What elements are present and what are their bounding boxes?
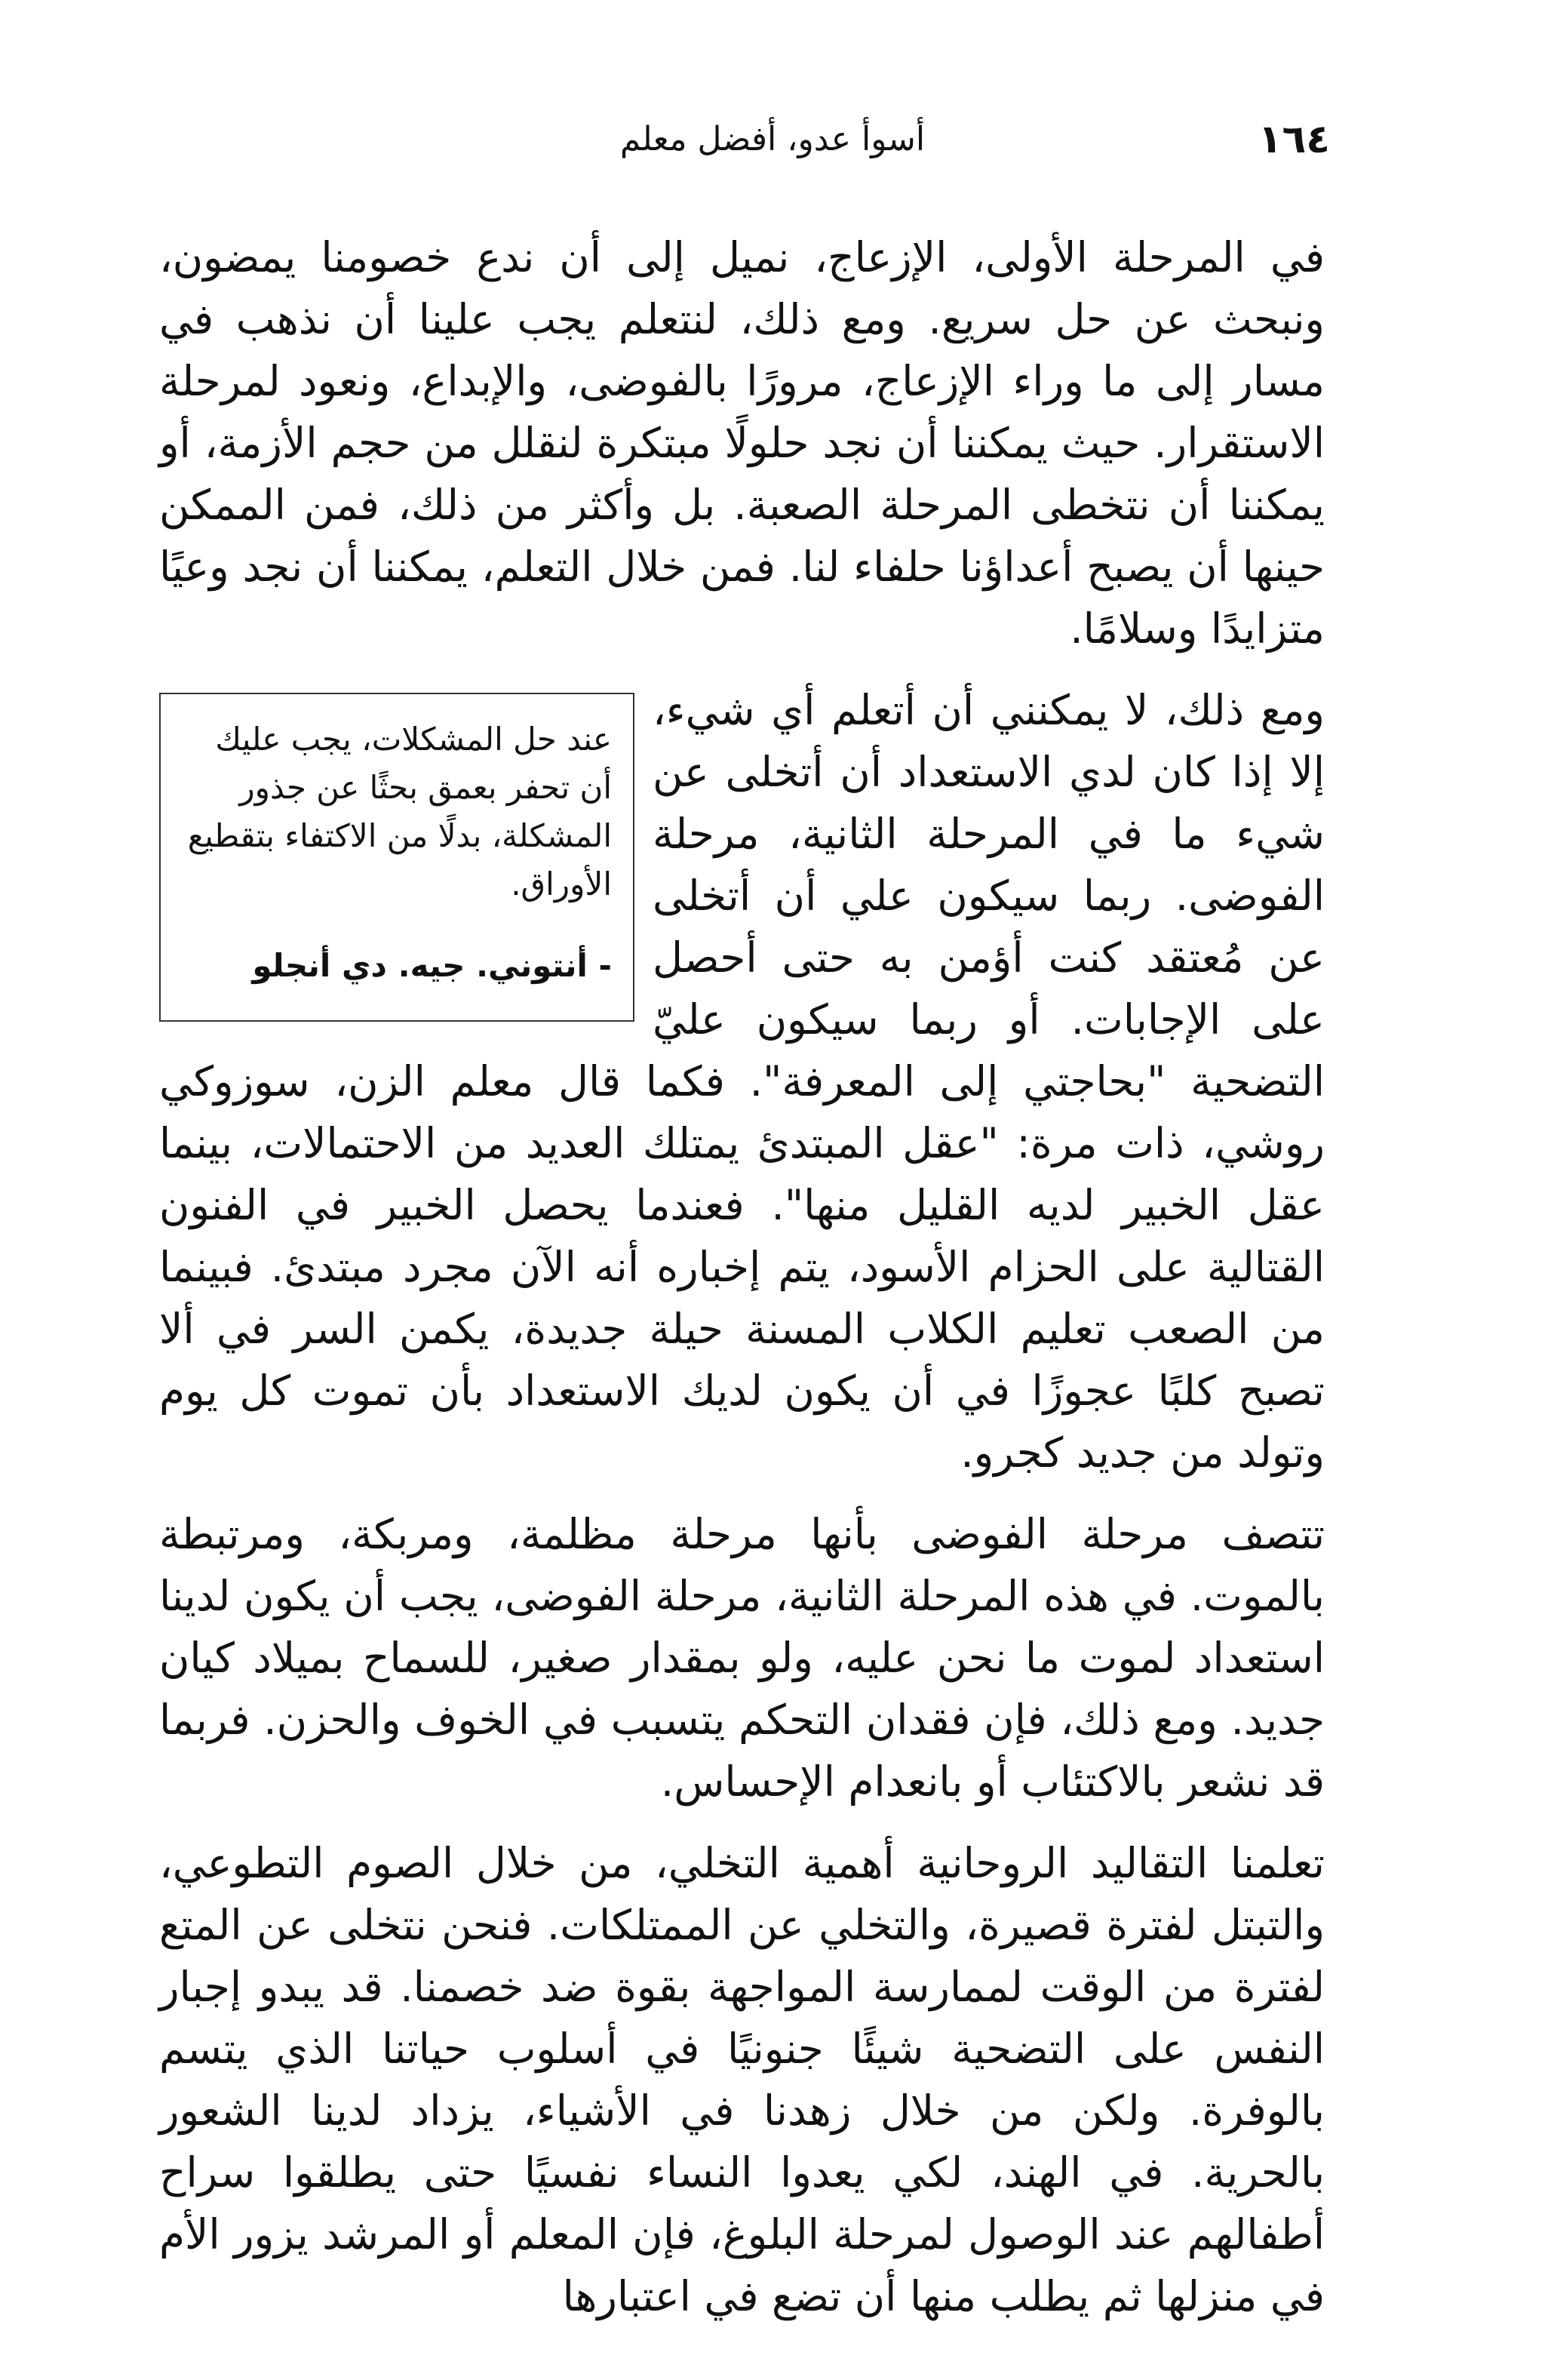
running-title: أسوأ عدو، أفضل معلم bbox=[619, 120, 926, 158]
paragraph-4: تعلمنا التقاليد الروحانية أهمية التخلي، من خلال الصوم التطوعي، والتبتل لفترة قصيرة، والتخلي عن الممتلكات. فنحن نتخلى عن المتع لفترة من الوقت لممارسة المواجهة بقوة ضد خصمنا. قد يبدو إجبار النفس على التضحية شيئًا جنونيًا في أسلوب حياتنا الذي يتسم بالوفرة. ولكن من خلال زهدنا في الأشياء، يزداد لدينا الشعور بالحرية. في الهند، لكي يعدوا النساء نفسيًا حتى يطلقوا سراح أطفالهم عند الوصول لمرحلة البلوغ، فإن المعلم أو المرشد يزور الأم في منزلها ثم يطلب منها أن تضع في اعتبارها bbox=[159, 1839, 1325, 2320]
paragraph-1: في المرحلة الأولى، الإزعاج، نميل إلى أن ندع خصومنا يمضون، ونبحث عن حل سريع. ومع ذلك، لنتعلم يجب علينا أن نذهب في مسار إلى ما وراء الإزعاج، مرورًا بالفوضى، والإبداع، ونعود لمرحلة الاستقرار. حيث يمكننا أن نجد حلولًا مبتكرة لنقلل من حجم الأزمة، أو يمكننا أن نتخطى المرحلة الصعبة. بل وأكثر من ذلك، فمن الممكن حينها أن يصبح أعداؤنا حلفاء لنا. فمن خلال التعلم، يمكننا أن نجد وعيًا متزايدًا وسلامًا. bbox=[159, 233, 1325, 653]
page-number: ١٦٤ bbox=[1258, 117, 1330, 162]
quote-box bbox=[159, 693, 634, 1022]
paragraph-3: تتصف مرحلة الفوضى بأنها مرحلة مظلمة، ومربكة، ومرتبطة بالموت. في هذه المرحلة الثانية، مرحلة الفوضى، يجب أن يكون لدينا استعداد لموت ما نحن عليه، ولو بمقدار صغير، للسماح بميلاد كيان جديد. ومع ذلك، فإن فقدان التحكم يتسبب في الخوف والحزن. فربما قد نشعر بالاكتئاب أو بانعدام الإحساس. bbox=[159, 1510, 1325, 1806]
paragraph-2: ومع ذلك، لا يمكنني أن أتعلم أي شيء، إلا إذا كان لدي الاستعداد أن أتخلى عن شيء ما في المرحلة الثانية، مرحلة الفوضى. ربما سيكون علي أن أتخلى عن مُعتقد كنت أؤمن به حتى أحصل على الإجابات. أو ربما سيكون عليّ التضحية "بحاجتي إلى المعرفة". فكما قال معلم الزن، سوزوكي روشي، ذات مرة: "عقل المبتدئ يمتلك العديد من الاحتمالات، بينما عقل الخبير لديه القليل منها". فعندما يحصل الخبير في الفنون القتالية على الحزام الأسود، يتم إخباره أنه الآن مجرد مبتدئ. فبينما من الصعب تعليم الكلاب المسنة حيلة جديدة، يكمن السر في ألا تصبح كلبًا عجوزًا في أن يكون لديك الاستعداد بأن تموت كل يوم وتولد من جديد كجرو. bbox=[159, 686, 1325, 1477]
page-header bbox=[0, 113, 1545, 166]
body-text bbox=[159, 226, 1325, 2327]
quote-author: - أنتوني. جيه. دي أنجلو bbox=[252, 947, 612, 984]
quote-text: عند حل المشكلات، يجب عليك أن تحفر بعمق بحثًا عن جذور المشكلة، بدلًا من الاكتفاء بتقطيع الأوراق. bbox=[187, 721, 612, 902]
